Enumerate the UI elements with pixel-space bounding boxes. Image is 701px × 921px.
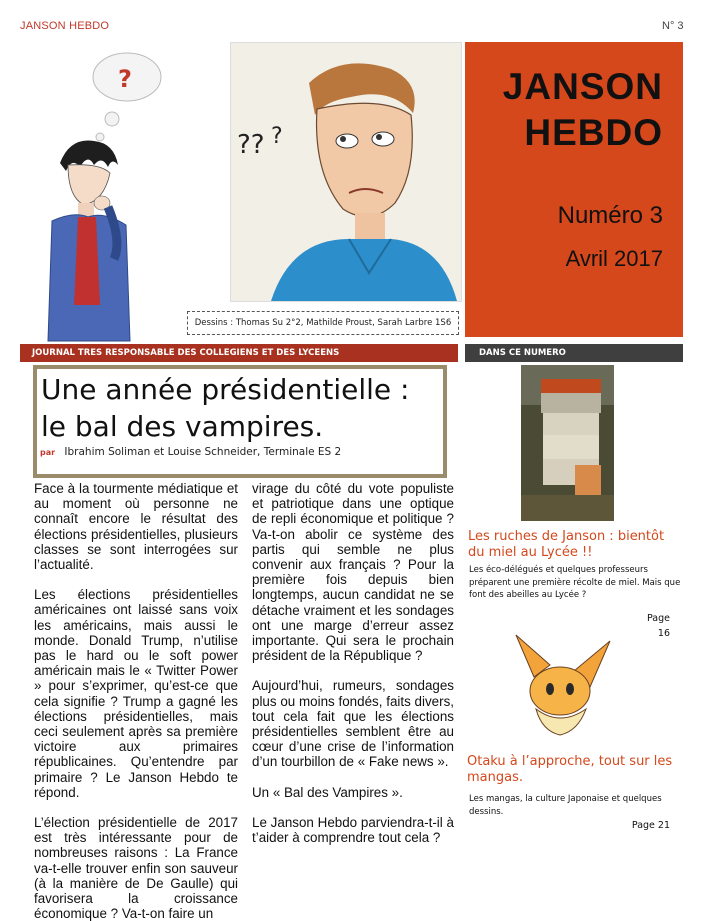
teaser-page-number: 16 bbox=[657, 628, 670, 639]
svg-text:??: ?? bbox=[237, 130, 265, 160]
article-paragraph: Le Janson Hebdo parviendra-t-il à t’aider à comprendre tout cela ? bbox=[252, 814, 454, 846]
article-column-2 bbox=[252, 481, 454, 860]
article-paragraph: L’élection présidentielle de 2017 est très intéressante pour de nombreuses raisons : La France va-t-elle trouver enfin son sauveur (à la manière de De Gaulle) qui favorisera la croissance économique ? Va-t-on faire un bbox=[34, 815, 238, 921]
byline-prefix: par bbox=[40, 448, 56, 457]
masthead-panel bbox=[465, 42, 683, 337]
article-paragraph: Les élections présidentielles américaines ont laissé sans voix les américains, mais aussi le monde. Donald Trump, n’utilise pas le hard ou le soft power américain mais le « Twitter Power » pour s’exprimer, qu’est-ce que cela signifie ? Trump a gagné les élections présidentielles, mais ceci seulement après sa première victoire aux primaires républicaines. Qu’entendre par primaire ? Le Janson Hebdo te répond. bbox=[34, 587, 238, 800]
fox-creature-illustration bbox=[506, 631, 616, 739]
running-header-title: JANSON HEBDO bbox=[20, 20, 110, 32]
teaser-page-label: Page bbox=[647, 613, 670, 624]
article-paragraph: Aujourd’hui, rumeurs, sondages plus ou moins fondés, faits divers, tout cela fait que les élections présidentielles semblent être au cœur d’une crise de l’information d’un tourbillon de « Fake news ». bbox=[252, 678, 454, 770]
article-column-1 bbox=[34, 481, 238, 921]
svg-text:?: ? bbox=[118, 65, 132, 93]
main-section-bar: JOURNAL TRES RESPONSABLE DES COLLEGIENS ET DES LYCEENS bbox=[20, 344, 458, 362]
teaser-text-manga: Les mangas, la culture Japonaise et quelques dessins. bbox=[469, 794, 662, 817]
masthead-date: Avril 2017 bbox=[565, 246, 663, 271]
puzzled-man-illustration bbox=[230, 42, 462, 302]
teaser-page-manga: Page 21 bbox=[631, 820, 670, 831]
article-paragraph: Un « Bal des Vampires ». bbox=[252, 784, 403, 800]
headline-line1: Une année présidentielle : bbox=[41, 373, 410, 406]
article-paragraph: Face à la tourmente médiatique et au moment où personne ne connaît encore le résultat des élections présidentielles, plusieurs classes se sont interrogées sur l’actualité. bbox=[34, 481, 238, 573]
byline-authors: Ibrahim Soliman et Louise Schneider, Terminale ES 2 bbox=[64, 446, 342, 458]
masthead-title-line2: HEBDO bbox=[524, 112, 663, 153]
headline-line2: le bal des vampires. bbox=[41, 410, 324, 443]
masthead-issue-number: Numéro 3 bbox=[557, 202, 663, 229]
masthead-title bbox=[503, 64, 663, 156]
beehive-photo bbox=[521, 365, 614, 521]
article-headline bbox=[41, 371, 409, 445]
teaser-title-manga[interactable]: Otaku à l’approche, tout sur les mangas. bbox=[467, 754, 673, 785]
headline-box bbox=[33, 365, 447, 478]
teaser-title-beehives[interactable]: Les ruches de Janson : bientôt du miel au Lycée !! bbox=[468, 529, 665, 560]
boy-thinking-illustration bbox=[22, 45, 217, 343]
teaser-text-beehives: Les éco-délégués et quelques professeurs préparent une première récolte de miel. Mais que font des abeilles au Lycée ? bbox=[469, 565, 681, 600]
teaser-page-beehives bbox=[630, 611, 670, 641]
sidebar-section-bar: DANS CE NUMERO bbox=[465, 344, 683, 362]
masthead-title-line1: JANSON bbox=[502, 66, 663, 107]
illustration-credit: Dessins : Thomas Su 2°2, Mathilde Proust, Sarah Larbre 1S6 bbox=[187, 311, 459, 335]
running-header-issue: N° 3 bbox=[662, 20, 684, 32]
article-paragraph: virage du côté du vote populiste et patriotique dans une optique de repli économique et politique ? Va-t-on abolir ce système des partis qui semble ne plus convenir aux français ? Pour la première fois depuis bien longtemps, aucun candidat ne se détache vraiment et les sondages ont une marge d’erreur assez importante. Qui sera le prochain président de la République ? bbox=[252, 481, 454, 664]
article-byline bbox=[40, 446, 341, 458]
svg-text:?: ? bbox=[271, 124, 283, 149]
